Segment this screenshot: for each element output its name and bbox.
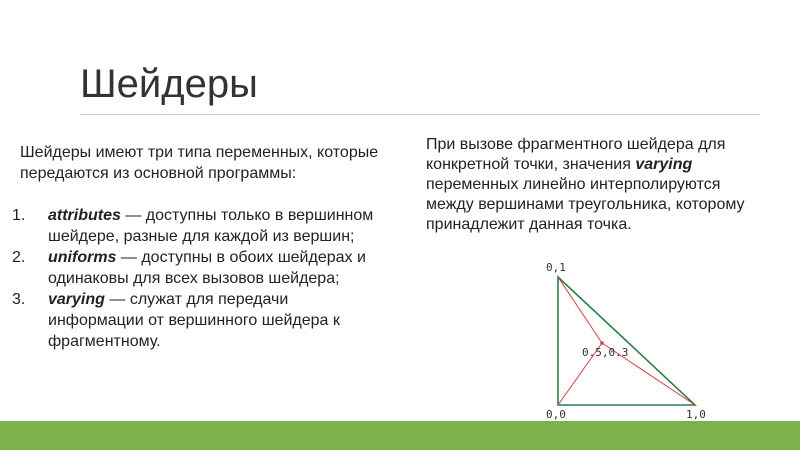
list-item-varying: [12, 289, 380, 352]
interp-point: [600, 341, 604, 345]
slide-title: Шейдеры: [80, 62, 258, 106]
label-bottom-left-vertex: 0,0: [546, 408, 566, 421]
triangle-outline: [558, 277, 695, 405]
intro-text: Шейдеры имеют три типа переменных, которые передаются из основной программы:: [20, 144, 379, 182]
item-text: — доступны только в вершинном шейдере, разные для каждой из вершин;: [48, 207, 374, 245]
list-number: 3.: [12, 291, 26, 308]
footer-accent-bar: [0, 421, 800, 450]
term-varying: varying: [48, 291, 105, 308]
list-item-attributes: [12, 205, 380, 247]
right-text-after: переменных линейно интерполируются между вершинами треугольника, которому принадлежит данная точка.: [426, 176, 745, 233]
term-varying-inline: varying: [635, 156, 693, 173]
item-text: — доступны в обоих шейдерах и одинаковы для всех вызовов шейдера;: [48, 249, 366, 287]
variable-types-list: [12, 205, 380, 352]
left-column: [12, 142, 380, 352]
label-center-point: 0.5,0.3: [582, 346, 629, 359]
term-attributes: attributes: [48, 207, 121, 224]
right-text-before: При вызове фрагментного шейдера для конкретной точки, значения: [426, 136, 726, 173]
label-top-vertex: 0,1: [546, 261, 566, 274]
item-text: — служат для передачи информации от вершинного шейдера к фрагментному.: [48, 291, 340, 350]
title-divider: [80, 114, 760, 115]
list-number: 2.: [12, 249, 26, 266]
interp-line-top: [558, 277, 602, 343]
list-number: 1.: [12, 207, 26, 224]
term-uniforms: uniforms: [48, 249, 117, 266]
interpolation-triangle-diagram: [540, 255, 720, 425]
label-bottom-right-vertex: 1,0: [686, 408, 706, 421]
right-column-text: [426, 135, 771, 235]
list-item-uniforms: [12, 247, 380, 289]
